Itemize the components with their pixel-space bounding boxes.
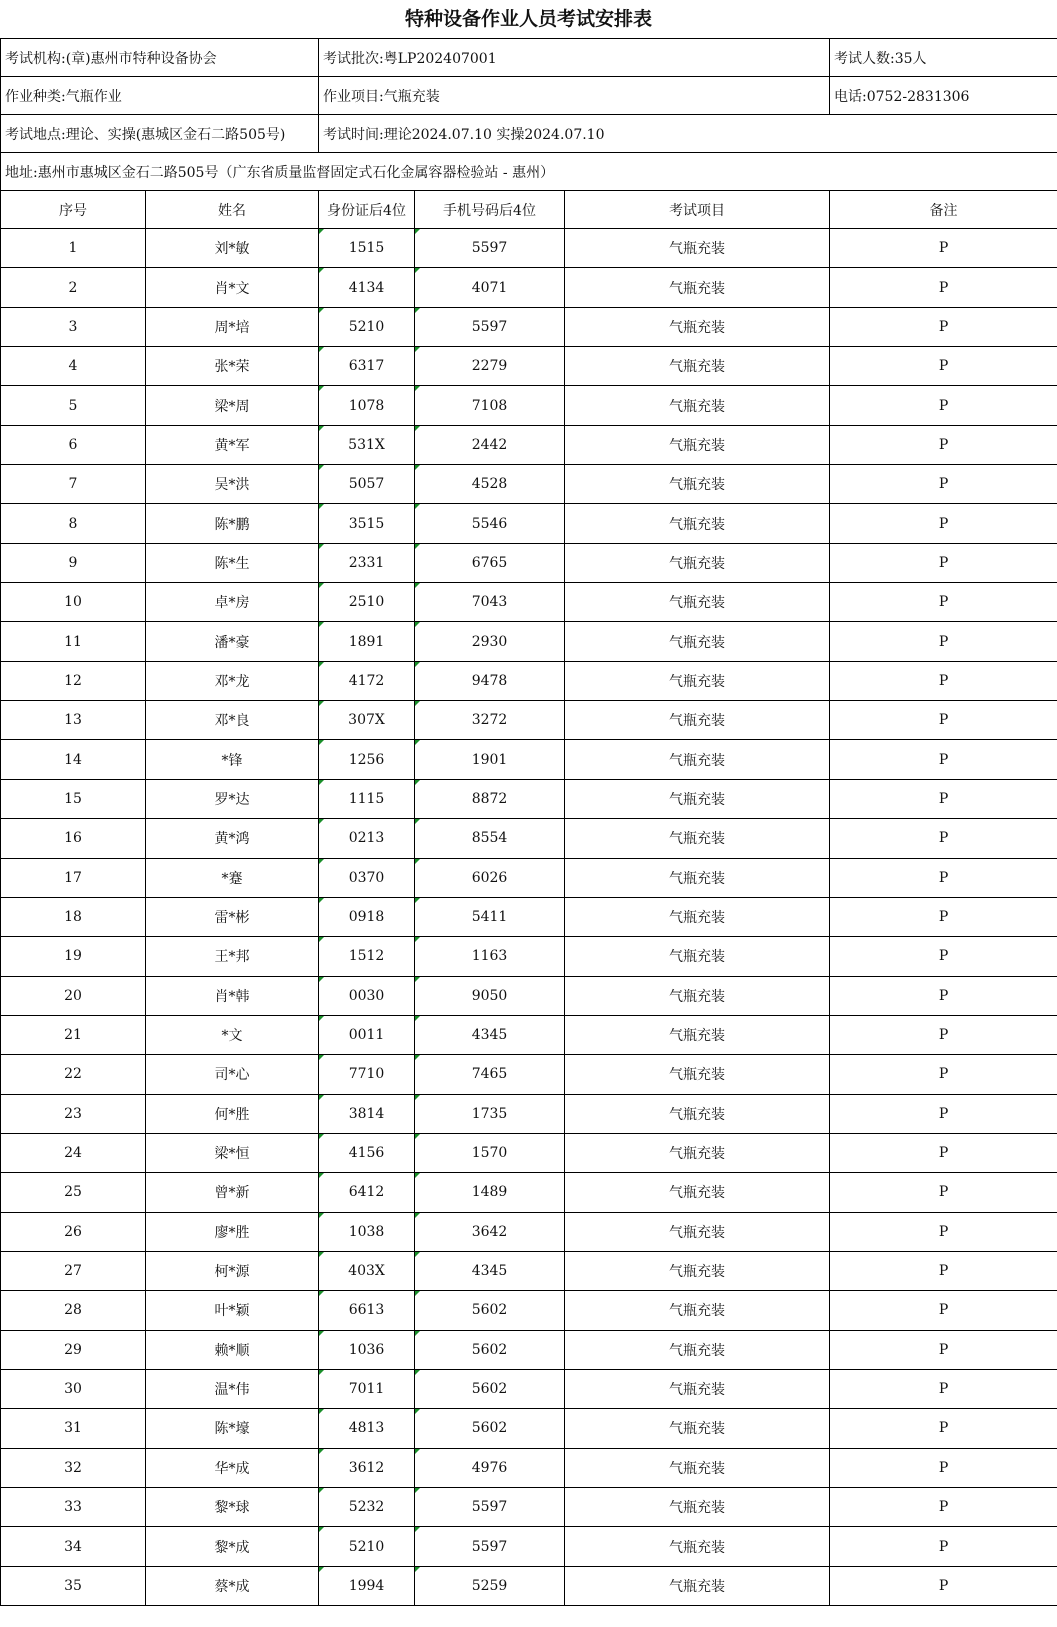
cell-phone4: 7465 — [415, 1055, 565, 1094]
table-row — [1, 229, 1057, 268]
cell-no: 3 — [1, 307, 146, 346]
cell-name: 赖*顺 — [146, 1330, 319, 1369]
cell-item: 气瓶充装 — [565, 1369, 830, 1408]
cell-name: 吴*洪 — [146, 465, 319, 504]
cell-note: P — [830, 307, 1057, 346]
cell-note: P — [830, 268, 1057, 307]
cell-no: 17 — [1, 858, 146, 897]
table-row — [1, 307, 1057, 346]
cell-name: 曾*新 — [146, 1173, 319, 1212]
cell-item: 气瓶充装 — [565, 1055, 830, 1094]
cell-phone4: 5597 — [415, 229, 565, 268]
cell-id4: 4813 — [319, 1409, 415, 1448]
cell-name: 廖*胜 — [146, 1212, 319, 1251]
cell-note: P — [830, 1015, 1057, 1054]
cell-name: *蹇 — [146, 858, 319, 897]
table-row — [1, 386, 1057, 425]
cell-note: P — [830, 1566, 1057, 1605]
cell-name: 司*心 — [146, 1055, 319, 1094]
cell-note: P — [830, 897, 1057, 936]
exam-location: 考试地点:理论、实操(惠城区金石二路505号) — [1, 115, 319, 153]
cell-note: P — [830, 976, 1057, 1015]
cell-phone4: 3272 — [415, 701, 565, 740]
col-header-phone4: 手机号码后4位 — [415, 191, 565, 229]
cell-phone4: 9050 — [415, 976, 565, 1015]
info-row-1 — [1, 39, 1057, 77]
table-row — [1, 504, 1057, 543]
cell-note: P — [830, 347, 1057, 386]
cell-note: P — [830, 425, 1057, 464]
cell-phone4: 4071 — [415, 268, 565, 307]
cell-item: 气瓶充装 — [565, 465, 830, 504]
cell-name: 黄*鸿 — [146, 819, 319, 858]
cell-id4: 1036 — [319, 1330, 415, 1369]
cell-item: 气瓶充装 — [565, 1527, 830, 1566]
cell-item: 气瓶充装 — [565, 347, 830, 386]
cell-note: P — [830, 661, 1057, 700]
cell-no: 27 — [1, 1251, 146, 1290]
cell-no: 4 — [1, 347, 146, 386]
cell-id4: 5210 — [319, 1527, 415, 1566]
cell-name: 刘*敏 — [146, 229, 319, 268]
cell-item: 气瓶充装 — [565, 976, 830, 1015]
cell-item: 气瓶充装 — [565, 1015, 830, 1054]
cell-no: 31 — [1, 1409, 146, 1448]
cell-no: 13 — [1, 701, 146, 740]
table-row — [1, 1055, 1057, 1094]
cell-no: 24 — [1, 1133, 146, 1172]
cell-no: 9 — [1, 543, 146, 582]
cell-name: 肖*韩 — [146, 976, 319, 1015]
cell-no: 5 — [1, 386, 146, 425]
cell-id4: 403X — [319, 1251, 415, 1290]
exam-address: 地址:惠州市惠城区金石二路505号（广东省质量监督固定式石化金属容器检验站 - 惠州） — [1, 153, 1057, 191]
cell-note: P — [830, 504, 1057, 543]
cell-item: 气瓶充装 — [565, 268, 830, 307]
cell-item: 气瓶充装 — [565, 858, 830, 897]
cell-id4: 3515 — [319, 504, 415, 543]
cell-note: P — [830, 1251, 1057, 1290]
table-row — [1, 1488, 1057, 1527]
cell-note: P — [830, 583, 1057, 622]
cell-no: 21 — [1, 1015, 146, 1054]
cell-note: P — [830, 1527, 1057, 1566]
schedule-table — [0, 38, 1057, 1606]
cell-note: P — [830, 229, 1057, 268]
cell-name: 邓*龙 — [146, 661, 319, 700]
cell-phone4: 6026 — [415, 858, 565, 897]
cell-phone4: 4976 — [415, 1448, 565, 1487]
cell-name: 罗*达 — [146, 779, 319, 818]
cell-phone4: 4345 — [415, 1015, 565, 1054]
cell-id4: 1515 — [319, 229, 415, 268]
cell-id4: 1115 — [319, 779, 415, 818]
cell-no: 18 — [1, 897, 146, 936]
cell-id4: 5210 — [319, 307, 415, 346]
cell-no: 20 — [1, 976, 146, 1015]
cell-name: 黄*军 — [146, 425, 319, 464]
cell-note: P — [830, 1055, 1057, 1094]
cell-id4: 531X — [319, 425, 415, 464]
cell-name: 温*伟 — [146, 1369, 319, 1408]
cell-no: 29 — [1, 1330, 146, 1369]
cell-name: 梁*周 — [146, 386, 319, 425]
cell-name: 陈*壕 — [146, 1409, 319, 1448]
cell-no: 23 — [1, 1094, 146, 1133]
cell-phone4: 1489 — [415, 1173, 565, 1212]
table-row — [1, 1369, 1057, 1408]
table-row — [1, 661, 1057, 700]
cell-item: 气瓶充装 — [565, 661, 830, 700]
cell-phone4: 5546 — [415, 504, 565, 543]
table-row — [1, 1291, 1057, 1330]
cell-no: 26 — [1, 1212, 146, 1251]
work-project: 作业项目:气瓶充装 — [319, 77, 830, 115]
cell-name: *文 — [146, 1015, 319, 1054]
cell-name: 叶*颖 — [146, 1291, 319, 1330]
cell-item: 气瓶充装 — [565, 425, 830, 464]
table-row — [1, 1173, 1057, 1212]
cell-id4: 0030 — [319, 976, 415, 1015]
table-row — [1, 543, 1057, 582]
cell-phone4: 5602 — [415, 1330, 565, 1369]
table-row — [1, 937, 1057, 976]
cell-phone4: 1735 — [415, 1094, 565, 1133]
cell-id4: 4134 — [319, 268, 415, 307]
cell-note: P — [830, 543, 1057, 582]
info-row-4 — [1, 153, 1057, 191]
cell-phone4: 4345 — [415, 1251, 565, 1290]
cell-id4: 1256 — [319, 740, 415, 779]
cell-item: 气瓶充装 — [565, 897, 830, 936]
cell-note: P — [830, 701, 1057, 740]
contact-phone: 电话:0752-2831306 — [830, 77, 1057, 115]
cell-phone4: 1901 — [415, 740, 565, 779]
cell-note: P — [830, 779, 1057, 818]
cell-no: 1 — [1, 229, 146, 268]
page-title: 特种设备作业人员考试安排表 — [404, 8, 652, 30]
cell-no: 30 — [1, 1369, 146, 1408]
cell-item: 气瓶充装 — [565, 1330, 830, 1369]
cell-no: 15 — [1, 779, 146, 818]
cell-note: P — [830, 858, 1057, 897]
cell-name: 周*培 — [146, 307, 319, 346]
cell-phone4: 5602 — [415, 1369, 565, 1408]
cell-no: 33 — [1, 1488, 146, 1527]
cell-note: P — [830, 1212, 1057, 1251]
col-header-note: 备注 — [830, 191, 1057, 229]
cell-no: 32 — [1, 1448, 146, 1487]
cell-id4: 1891 — [319, 622, 415, 661]
cell-name: 蔡*成 — [146, 1566, 319, 1605]
cell-item: 气瓶充装 — [565, 543, 830, 582]
cell-note: P — [830, 1409, 1057, 1448]
cell-phone4: 6765 — [415, 543, 565, 582]
table-row — [1, 1212, 1057, 1251]
table-row — [1, 976, 1057, 1015]
cell-item: 气瓶充装 — [565, 1566, 830, 1605]
cell-no: 6 — [1, 425, 146, 464]
cell-note: P — [830, 1173, 1057, 1212]
cell-id4: 0011 — [319, 1015, 415, 1054]
cell-item: 气瓶充装 — [565, 1409, 830, 1448]
cell-note: P — [830, 465, 1057, 504]
cell-no: 14 — [1, 740, 146, 779]
cell-no: 19 — [1, 937, 146, 976]
cell-item: 气瓶充装 — [565, 1173, 830, 1212]
cell-item: 气瓶充装 — [565, 1133, 830, 1172]
cell-no: 16 — [1, 819, 146, 858]
cell-id4: 7011 — [319, 1369, 415, 1408]
cell-no: 35 — [1, 1566, 146, 1605]
cell-item: 气瓶充装 — [565, 583, 830, 622]
cell-id4: 1512 — [319, 937, 415, 976]
table-row — [1, 897, 1057, 936]
col-header-no: 序号 — [1, 191, 146, 229]
exam-batch: 考试批次:粤LP202407001 — [319, 39, 830, 77]
table-row — [1, 1330, 1057, 1369]
cell-item: 气瓶充装 — [565, 1094, 830, 1133]
cell-name: 黎*成 — [146, 1527, 319, 1566]
cell-phone4: 5411 — [415, 897, 565, 936]
cell-phone4: 5602 — [415, 1409, 565, 1448]
cell-name: 邓*良 — [146, 701, 319, 740]
exam-time: 考试时间:理论2024.07.10 实操2024.07.10 — [319, 115, 1057, 153]
cell-id4: 6317 — [319, 347, 415, 386]
cell-name: 陈*鹏 — [146, 504, 319, 543]
cell-id4: 307X — [319, 701, 415, 740]
col-header-id4: 身份证后4位 — [319, 191, 415, 229]
cell-name: 柯*源 — [146, 1251, 319, 1290]
cell-item: 气瓶充装 — [565, 307, 830, 346]
table-row — [1, 1409, 1057, 1448]
table-row — [1, 425, 1057, 464]
cell-phone4: 7043 — [415, 583, 565, 622]
cell-id4: 5232 — [319, 1488, 415, 1527]
exam-count: 考试人数:35人 — [830, 39, 1057, 77]
cell-item: 气瓶充装 — [565, 1448, 830, 1487]
cell-note: P — [830, 386, 1057, 425]
cell-no: 10 — [1, 583, 146, 622]
cell-phone4: 2279 — [415, 347, 565, 386]
cell-note: P — [830, 1330, 1057, 1369]
cell-item: 气瓶充装 — [565, 740, 830, 779]
cell-phone4: 8872 — [415, 779, 565, 818]
table-row — [1, 583, 1057, 622]
cell-id4: 0918 — [319, 897, 415, 936]
table-row — [1, 1251, 1057, 1290]
cell-note: P — [830, 1094, 1057, 1133]
cell-phone4: 1570 — [415, 1133, 565, 1172]
cell-id4: 2331 — [319, 543, 415, 582]
cell-phone4: 3642 — [415, 1212, 565, 1251]
cell-name: 雷*彬 — [146, 897, 319, 936]
cell-name: 肖*文 — [146, 268, 319, 307]
table-row — [1, 1133, 1057, 1172]
cell-phone4: 1163 — [415, 937, 565, 976]
cell-id4: 3814 — [319, 1094, 415, 1133]
cell-note: P — [830, 1291, 1057, 1330]
cell-item: 气瓶充装 — [565, 1488, 830, 1527]
table-row — [1, 1094, 1057, 1133]
cell-no: 11 — [1, 622, 146, 661]
info-row-2 — [1, 77, 1057, 115]
table-row — [1, 740, 1057, 779]
table-row — [1, 858, 1057, 897]
table-row — [1, 465, 1057, 504]
cell-name: 卓*房 — [146, 583, 319, 622]
cell-item: 气瓶充装 — [565, 1291, 830, 1330]
cell-note: P — [830, 937, 1057, 976]
cell-note: P — [830, 622, 1057, 661]
table-row — [1, 347, 1057, 386]
cell-phone4: 5597 — [415, 1488, 565, 1527]
cell-note: P — [830, 819, 1057, 858]
cell-phone4: 5597 — [415, 1527, 565, 1566]
cell-no: 25 — [1, 1173, 146, 1212]
cell-note: P — [830, 1369, 1057, 1408]
table-row — [1, 701, 1057, 740]
cell-id4: 1038 — [319, 1212, 415, 1251]
cell-phone4: 5259 — [415, 1566, 565, 1605]
cell-id4: 2510 — [319, 583, 415, 622]
cell-note: P — [830, 740, 1057, 779]
cell-phone4: 7108 — [415, 386, 565, 425]
cell-id4: 0370 — [319, 858, 415, 897]
cell-phone4: 5597 — [415, 307, 565, 346]
cell-note: P — [830, 1488, 1057, 1527]
cell-item: 气瓶充装 — [565, 1251, 830, 1290]
cell-item: 气瓶充装 — [565, 386, 830, 425]
table-row — [1, 819, 1057, 858]
exam-org: 考试机构:(章)惠州市特种设备协会 — [1, 39, 319, 77]
cell-no: 7 — [1, 465, 146, 504]
cell-name: 陈*生 — [146, 543, 319, 582]
table-header-row — [1, 191, 1057, 229]
table-row — [1, 779, 1057, 818]
cell-id4: 4156 — [319, 1133, 415, 1172]
cell-item: 气瓶充装 — [565, 229, 830, 268]
cell-phone4: 5602 — [415, 1291, 565, 1330]
col-header-name: 姓名 — [146, 191, 319, 229]
cell-note: P — [830, 1448, 1057, 1487]
table-row — [1, 1566, 1057, 1605]
col-header-item: 考试项目 — [565, 191, 830, 229]
cell-item: 气瓶充装 — [565, 779, 830, 818]
cell-no: 2 — [1, 268, 146, 307]
table-row — [1, 268, 1057, 307]
cell-name: 潘*豪 — [146, 622, 319, 661]
cell-id4: 6613 — [319, 1291, 415, 1330]
cell-id4: 0213 — [319, 819, 415, 858]
cell-no: 8 — [1, 504, 146, 543]
cell-id4: 1994 — [319, 1566, 415, 1605]
table-row — [1, 1015, 1057, 1054]
cell-note: P — [830, 1133, 1057, 1172]
cell-phone4: 4528 — [415, 465, 565, 504]
cell-phone4: 2930 — [415, 622, 565, 661]
cell-name: 张*荣 — [146, 347, 319, 386]
cell-item: 气瓶充装 — [565, 622, 830, 661]
cell-id4: 5057 — [319, 465, 415, 504]
cell-name: *锋 — [146, 740, 319, 779]
cell-no: 28 — [1, 1291, 146, 1330]
cell-name: 梁*恒 — [146, 1133, 319, 1172]
cell-id4: 1078 — [319, 386, 415, 425]
cell-no: 34 — [1, 1527, 146, 1566]
work-category: 作业种类:气瓶作业 — [1, 77, 319, 115]
cell-item: 气瓶充装 — [565, 701, 830, 740]
info-row-3 — [1, 115, 1057, 153]
cell-id4: 7710 — [319, 1055, 415, 1094]
cell-id4: 3612 — [319, 1448, 415, 1487]
table-row — [1, 1527, 1057, 1566]
cell-id4: 4172 — [319, 661, 415, 700]
table-row — [1, 622, 1057, 661]
cell-item: 气瓶充装 — [565, 937, 830, 976]
cell-name: 王*邦 — [146, 937, 319, 976]
table-row — [1, 1448, 1057, 1487]
cell-name: 何*胜 — [146, 1094, 319, 1133]
cell-name: 华*成 — [146, 1448, 319, 1487]
cell-phone4: 2442 — [415, 425, 565, 464]
cell-no: 22 — [1, 1055, 146, 1094]
cell-phone4: 8554 — [415, 819, 565, 858]
cell-item: 气瓶充装 — [565, 819, 830, 858]
cell-item: 气瓶充装 — [565, 1212, 830, 1251]
cell-item: 气瓶充装 — [565, 504, 830, 543]
cell-no: 12 — [1, 661, 146, 700]
cell-phone4: 9478 — [415, 661, 565, 700]
cell-name: 黎*球 — [146, 1488, 319, 1527]
cell-id4: 6412 — [319, 1173, 415, 1212]
